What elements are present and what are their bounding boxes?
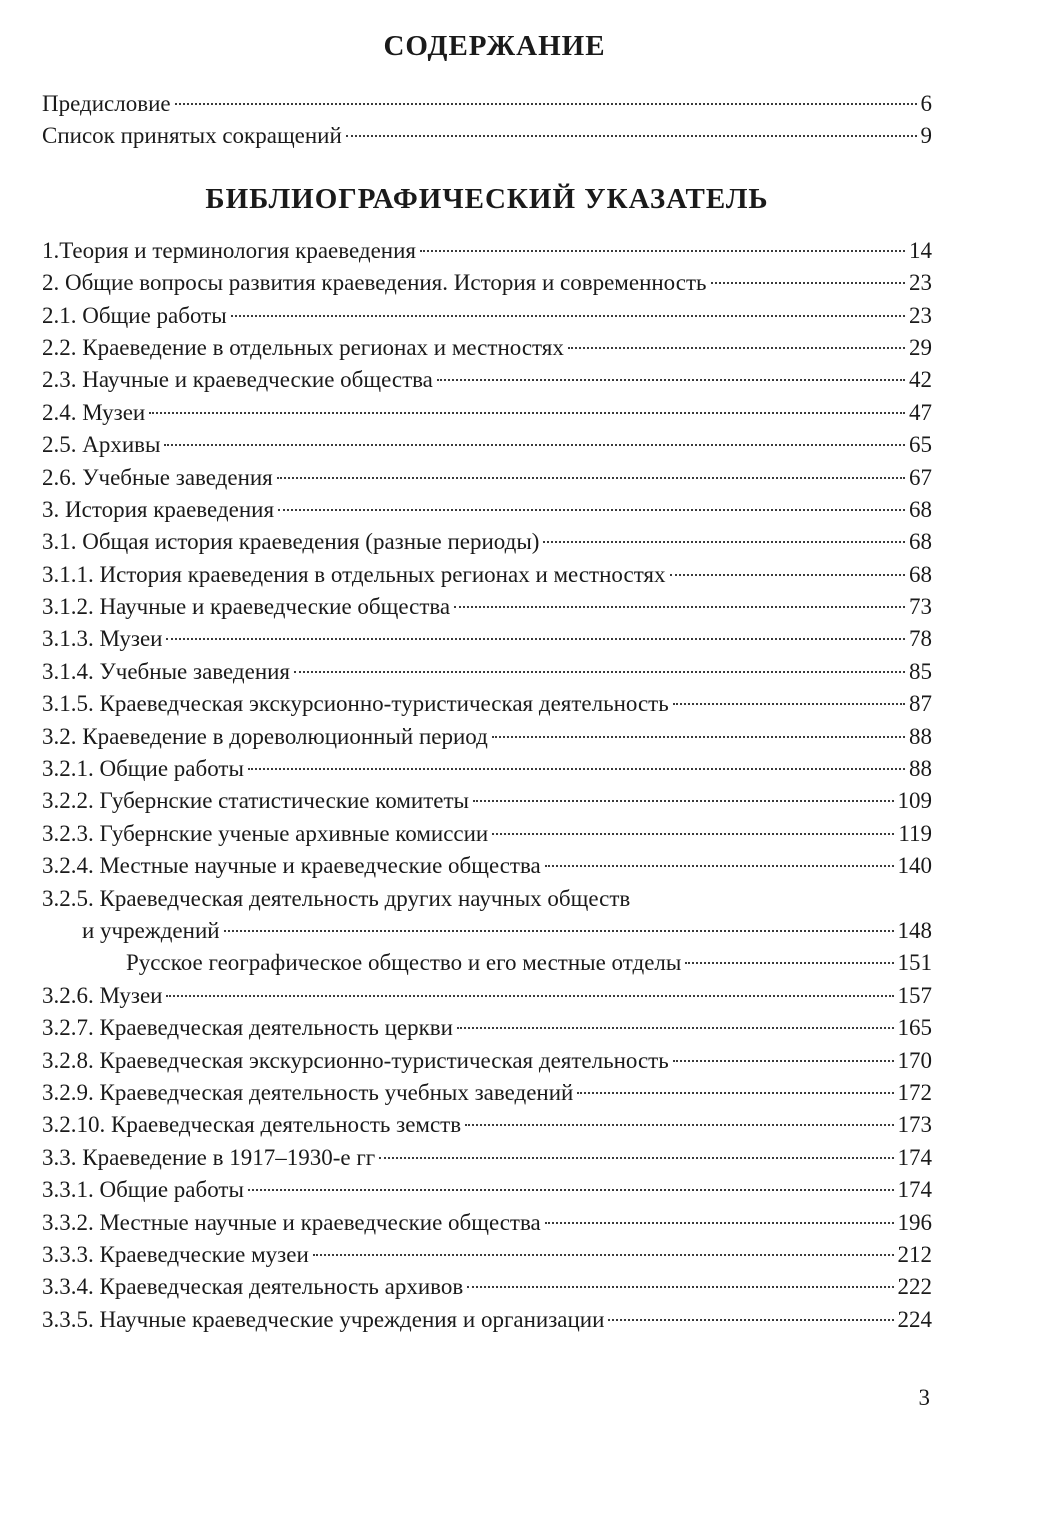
toc-entry [42,623,932,655]
toc-entry-page: 42 [909,367,932,393]
toc-leader-dots [175,103,917,105]
toc-entry-page: 170 [897,1047,932,1073]
toc-entry-page: 172 [897,1079,932,1105]
toc-entry-title: 3.3.3. Краеведческие музеи [42,1241,309,1267]
toc-entry [42,267,932,299]
toc-entry [42,915,932,947]
toc-entry-page: 67 [909,464,932,490]
toc-leader-dots [346,135,917,137]
toc-entry-page: 68 [909,561,932,587]
toc-entry-title: 2.1. Общие работы [42,302,227,328]
toc-entry-page: 196 [897,1209,932,1235]
toc-leader-dots [492,833,894,835]
toc-entry-page: 224 [897,1306,932,1332]
toc-entry-title: 3.2.6. Музеи [42,982,163,1008]
toc-entry-title: 3.1.5. Краеведческая экскурсионно-туристическая деятельность [42,691,669,717]
toc-entry [42,947,932,979]
toc-leader-dots [278,509,905,511]
toc-leader-dots [166,995,893,997]
toc-leader-dots [545,1222,894,1224]
toc-entry-page: 73 [909,594,932,620]
toc-entry-page: 165 [897,1015,932,1041]
toc-leader-dots [711,282,905,284]
toc-entry-page: 140 [897,853,932,879]
toc-entry-page: 68 [909,496,932,522]
toc-entry-title: 3.2.9. Краеведческая деятельность учебных заведений [42,1079,574,1105]
toc-leader-dots [248,768,905,770]
toc-leader-dots [313,1254,894,1256]
toc-entry-page: 87 [909,691,932,717]
toc-entry-page: 78 [909,626,932,652]
toc-entry-page: 119 [898,820,932,846]
toc-entry [42,1045,932,1077]
toc-entry-title: 3.1.4. Учебные заведения [42,658,291,684]
toc-entry-page: 174 [897,1144,932,1170]
toc-entry [42,1142,932,1174]
toc-entry-page: 29 [909,334,932,360]
toc-entry-title: 3.1. Общая история краеведения (разные периоды) [42,529,540,555]
toc-entry [42,1304,932,1336]
toc-entry [42,656,932,688]
toc-entry-title: 3.2.7. Краеведческая деятельность церкви [42,1015,453,1041]
toc-leader-dots [224,930,894,932]
table-of-contents [42,22,932,1336]
toc-entry-page: 148 [897,917,932,943]
toc-entry-title: 3.2.10. Краеведческая деятельность земств [42,1112,462,1138]
toc-entry-page: 151 [897,950,932,976]
toc-entry-title: 3.2.1. Общие работы [42,756,244,782]
front-matter-list [42,88,932,153]
toc-leader-dots [673,703,905,705]
toc-leader-dots [545,865,894,867]
toc-entry-title: 3.3.5. Научные краеведческие учреждения и организации [42,1306,605,1332]
toc-entry-title: Список принятых сокращений [42,123,342,149]
toc-entry-title: Русское географическое общество и его местные отделы [126,950,682,976]
toc-leader-dots [568,347,905,349]
index-heading: БИБЛИОГРАФИЧЕСКИЙ УКАЗАТЕЛЬ [205,182,769,215]
toc-entry-title: 2.5. Архивы [42,432,161,458]
toc-entry [42,332,932,364]
toc-entry [42,753,932,785]
toc-entry [42,559,932,591]
toc-leader-dots [166,638,905,640]
toc-entry [42,980,932,1012]
toc-entry [42,494,932,526]
toc-entry [42,818,932,850]
toc-leader-dots [673,1060,894,1062]
toc-leader-dots [454,606,905,608]
toc-entry [42,850,932,882]
toc-entry [42,785,932,817]
toc-entry [42,591,932,623]
toc-entry-list [42,235,932,1336]
toc-entry [42,1239,932,1271]
toc-entry-title: 3.2.5. Краеведческая деятельность других научных обществ [42,885,631,911]
toc-entry-title: 3.3.4. Краеведческая деятельность архивов [42,1274,464,1300]
toc-entry-title: 3.2.4. Местные научные и краеведческие общества [42,853,541,879]
toc-entry-title: 1.Теория и терминология краеведения [42,237,416,263]
toc-entry [42,1207,932,1239]
toc-entry-title: Предисловие [42,91,171,116]
toc-entry-title: 3.2.3. Губернские ученые архивные комиссии [42,820,489,846]
toc-entry-title: 2.6. Учебные заведения [42,464,273,490]
toc-entry-page: 23 [909,302,932,328]
toc-entry-title: 3.2. Краеведение в дореволюционный период [42,723,488,749]
toc-entry-page: 68 [909,529,932,555]
toc-entry-title: 2.4. Музеи [42,399,146,425]
toc-leader-dots [467,1286,893,1288]
toc-entry-title: 2.2. Краеведение в отдельных регионах и местностях [42,334,564,360]
toc-leader-dots [277,477,905,479]
toc-leader-dots [473,800,894,802]
toc-entry-title: 3.1.2. Научные и краеведческие общества [42,594,451,620]
toc-leader-dots [437,379,905,381]
toc-entry-page: 157 [897,982,932,1008]
toc-entry [42,1077,932,1109]
toc-leader-dots [457,1027,894,1029]
toc-entry-page: 23 [909,270,932,296]
toc-entry-title: 3.3. Краеведение в 1917–1930-е гг [42,1144,376,1170]
toc-entry [42,1271,932,1303]
toc-entry [42,883,932,915]
toc-entry [42,429,932,461]
toc-leader-dots [420,250,905,252]
toc-entry-page: 88 [909,723,932,749]
toc-leader-dots [577,1092,893,1094]
toc-entry [42,688,932,720]
toc-entry-title: 3.1.3. Музеи [42,626,163,652]
toc-entry-title: 2.3. Научные и краеведческие общества [42,367,433,393]
toc-leader-dots [248,1189,894,1191]
toc-entry [42,721,932,753]
toc-entry-page: 9 [920,123,932,149]
toc-entry-title: 3.3.2. Местные научные и краеведческие общества [42,1209,541,1235]
toc-entry [42,1012,932,1044]
toc-entry-page: 212 [897,1241,932,1267]
toc-entry-page: 88 [909,756,932,782]
toc-entry-title: и учреждений [82,917,220,943]
toc-entry-page: 6 [920,91,932,116]
toc-leader-dots [685,962,893,964]
toc-entry [42,235,932,267]
toc-entry-page: 65 [909,432,932,458]
toc-leader-dots [543,541,905,543]
toc-leader-dots [164,444,905,446]
toc-leader-dots [670,574,905,576]
toc-entry [42,364,932,396]
toc-entry-page: 173 [897,1112,932,1138]
toc-entry-title: 3.2.2. Губернские статистические комитеты [42,788,469,814]
toc-entry-page: 85 [909,658,932,684]
toc-entry [42,397,932,429]
toc-entry-page: 109 [897,788,932,814]
toc-entry-title: 2. Общие вопросы развития краеведения. История и современность [42,270,707,296]
toc-leader-dots [465,1124,893,1126]
toc-leader-dots [608,1319,893,1321]
contents-heading: СОДЕРЖАНИЕ [383,30,606,62]
toc-leader-dots [149,412,905,414]
toc-leader-dots [379,1157,893,1159]
toc-entry [42,526,932,558]
toc-entry-title: 3. История краеведения [42,496,275,522]
toc-entry [42,1109,932,1141]
toc-entry-page: 222 [897,1274,932,1300]
toc-entry-title: 3.1.1. История краеведения в отдельных регионах и местностях [42,561,666,587]
toc-leader-dots [231,315,905,317]
toc-entry-title: 3.2.8. Краеведческая экскурсионно-туристическая деятельность [42,1047,669,1073]
toc-entry-page: 14 [909,237,932,263]
page-number: 3 [918,1385,930,1410]
toc-entry [42,462,932,494]
toc-entry-page: 47 [909,399,932,425]
toc-entry-page: 174 [897,1177,932,1203]
toc-leader-dots [492,736,905,738]
toc-entry [42,120,932,152]
toc-leader-dots [294,671,905,673]
toc-entry [42,88,932,120]
toc-entry-title: 3.3.1. Общие работы [42,1177,244,1203]
toc-entry [42,300,932,332]
toc-entry [42,1174,932,1206]
